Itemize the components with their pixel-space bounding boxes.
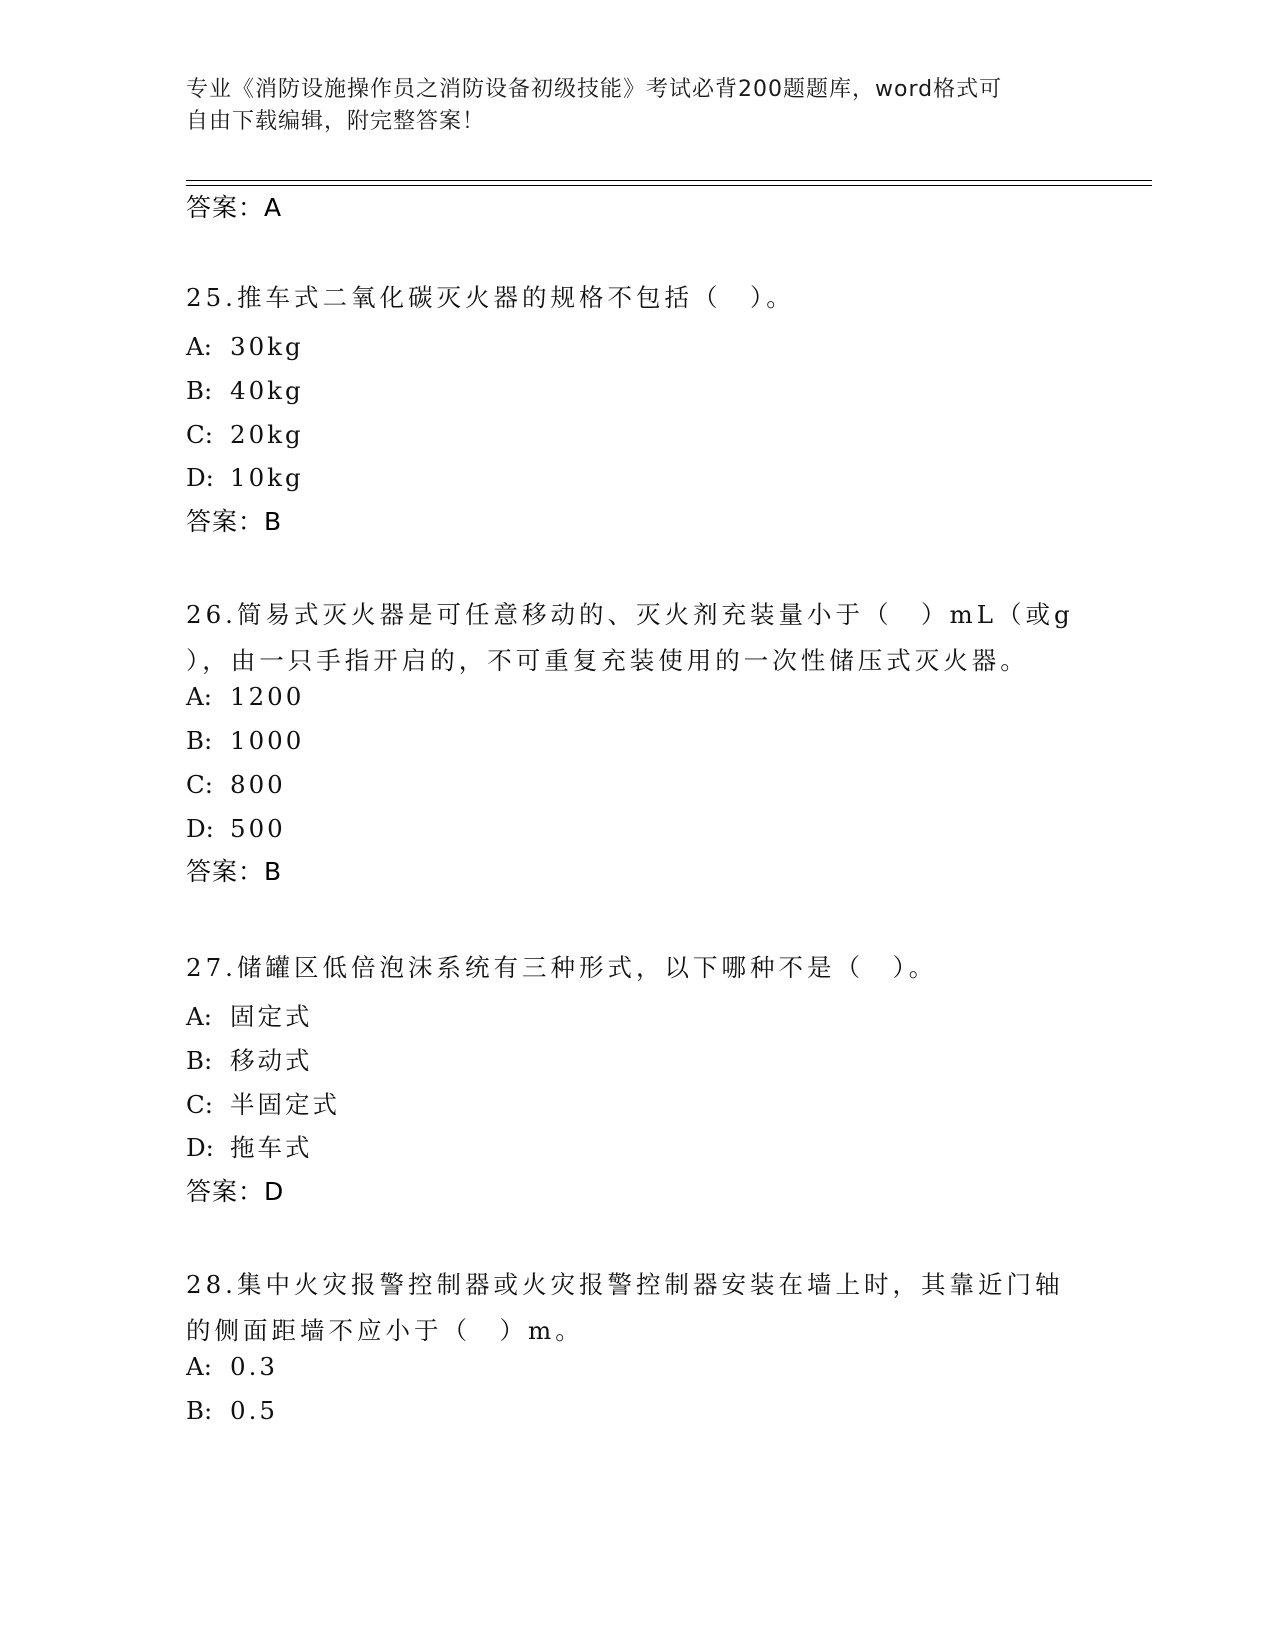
option-b: B: 1000: [186, 726, 305, 755]
question-stem: 25.推车式二氧化碳灭火器的规格不包括（ ）。: [186, 283, 795, 312]
option-c: C: 20kg: [186, 420, 304, 449]
question-stem: 27.储罐区低倍泡沫系统有三种形式，以下哪种不是（ ）。: [186, 953, 938, 982]
option-b: B: 0.5: [186, 1396, 278, 1425]
question-stem-line-2: ），由一只手指开启的，不可重复充装使用的一次性储压式灭火器。: [186, 646, 1029, 675]
header-line-2: 自由下载编辑，附完整答案！: [186, 109, 486, 134]
option-c: C: 800: [186, 770, 286, 799]
question-28: [186, 1262, 1086, 1425]
header-divider-top: [186, 180, 1152, 181]
option-a: A: 0.3: [186, 1352, 278, 1381]
option-c: C: 半固定式: [186, 1090, 340, 1119]
question-25: [186, 275, 1086, 536]
option-a: A: 1200: [186, 682, 305, 711]
option-a: A: 30kg: [186, 332, 304, 361]
question-stem-line-2: 的侧面距墙不应小于（ ）m。: [186, 1316, 584, 1345]
option-d: D: 10kg: [186, 463, 304, 492]
answer: 答案：D: [186, 1177, 285, 1206]
previous-answer: 答案：A: [186, 193, 283, 222]
header-line-1: 专业《消防设施操作员之消防设备初级技能》考试必背200题题库，word格式可: [186, 77, 1003, 102]
option-b: B: 40kg: [186, 376, 304, 405]
document-header: [186, 74, 1066, 138]
option-a: A: 固定式: [186, 1002, 313, 1031]
header-divider-bottom: [186, 185, 1152, 186]
option-d: D: 拖车式: [186, 1133, 313, 1162]
answer: 答案：B: [186, 507, 283, 536]
answer: 答案：B: [186, 857, 283, 886]
question-stem-line-1: 28.集中火灾报警控制器或火灾报警控制器安装在墙上时，其靠近门轴: [186, 1270, 1064, 1299]
option-b: B: 移动式: [186, 1046, 313, 1075]
question-stem-line-1: 26.简易式灭火器是可任意移动的、灭火剂充装量小于（ ）mL（或g: [186, 600, 1074, 629]
question-27: [186, 945, 1086, 1206]
question-26: [186, 592, 1086, 886]
option-d: D: 500: [186, 814, 286, 843]
